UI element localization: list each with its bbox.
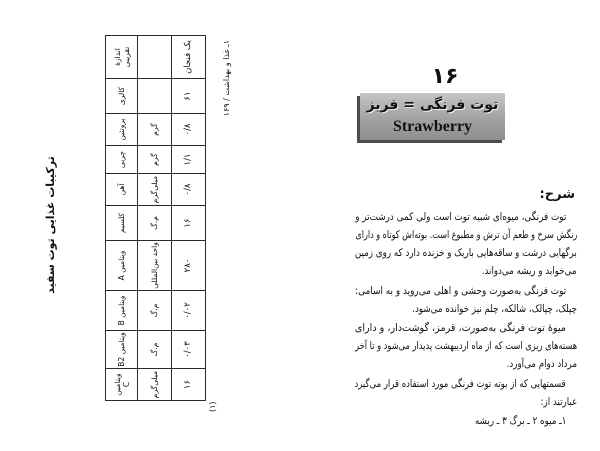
right-page bbox=[300, 0, 600, 451]
table-unit-row bbox=[138, 36, 172, 401]
body-text-line bbox=[355, 355, 577, 373]
body-text-line-content: مرداد دوام می‌آورد. bbox=[506, 358, 577, 370]
chapter-title-persian-text: توت فرنگی = فریز bbox=[366, 97, 499, 113]
value-vitamin-a: ۲۸۰ bbox=[172, 241, 206, 291]
body-text-line bbox=[355, 337, 577, 355]
unit-iron: میلی‌گرم bbox=[138, 174, 172, 206]
body-text-line-content: توت فرنگی، میوه‌ای شبیه توت است ولی کمی درشت‌تر و bbox=[354, 211, 566, 223]
body-text-line bbox=[355, 300, 577, 318]
table-value-row bbox=[172, 36, 206, 401]
table-title: ترکیبات غذایی توت سفید bbox=[44, 156, 57, 294]
value-vitamin-b2: ۰/۰۳ bbox=[172, 331, 206, 369]
body-text-line bbox=[355, 244, 577, 262]
value-fat: ۱/۱ bbox=[172, 146, 206, 174]
unit-vitamin-c: میلی‌گرم bbox=[138, 369, 172, 401]
unit-serving-size bbox=[138, 36, 172, 79]
header-vitamin-c: ویتامین C bbox=[106, 369, 138, 401]
footnote: ۱ـ غذا و بهداشت / ۱۶۹ bbox=[222, 40, 231, 117]
chapter-title-banner bbox=[360, 93, 505, 140]
header-vitamin-b: ویتامین B bbox=[106, 291, 138, 331]
unit-vitamin-a: واحد بین‌المللی bbox=[138, 241, 172, 291]
header-calcium: کلسیم bbox=[106, 206, 138, 241]
header-calories: کالری bbox=[106, 79, 138, 114]
body-text-line bbox=[355, 412, 577, 430]
body-text-line-content: هسته‌های ریزی است که از ماه اردیبهشت پدیدار می‌شود و تا آخر bbox=[354, 340, 577, 352]
body-text-line-content: میوهٔ توت فرنگی به‌صورت، قرمز، گوشت‌دار، و دارای bbox=[354, 322, 566, 334]
chapter-title-english bbox=[364, 117, 501, 137]
body-text-line-content: توت فرنگی به‌صورت وحشی و اهلی می‌روید و به اسامی: bbox=[354, 284, 566, 297]
body-text-line-content: برگهایی درشت و ساقه‌هایی باریک و خزنده دارد که روی زمین bbox=[355, 247, 577, 259]
section-heading: شرح: bbox=[539, 187, 575, 202]
value-serving-size: یک فنجان bbox=[172, 36, 206, 79]
rotated-table-page-content bbox=[30, 30, 240, 420]
table-source-marker: (۱) bbox=[208, 401, 217, 412]
unit-calcium: م.گ bbox=[138, 206, 172, 241]
body-text-line-content: قسمتهایی که از بوته توت فرنگی مورد استفاده قرار می‌گیرد bbox=[354, 377, 566, 390]
header-protein: پروتئین bbox=[106, 114, 138, 146]
header-vitamin-b2: ویتامین B2 bbox=[106, 331, 138, 369]
body-text-line bbox=[355, 226, 577, 244]
unit-protein: گرم bbox=[138, 114, 172, 146]
value-calories: ۶۱ bbox=[172, 79, 206, 114]
nutrition-table bbox=[105, 35, 206, 401]
unit-fat: گرم bbox=[138, 146, 172, 174]
body-text-line bbox=[355, 208, 577, 226]
value-iron: ۰/۸ bbox=[172, 174, 206, 206]
body-text-line bbox=[355, 262, 577, 280]
header-fat: چربی bbox=[106, 146, 138, 174]
chapter-title-persian bbox=[364, 96, 501, 115]
unit-calories bbox=[138, 79, 172, 114]
value-protein: ۰/۸ bbox=[172, 114, 206, 146]
table-header-row bbox=[106, 36, 138, 401]
body-text-line-content: می‌خوابد و ریشه می‌دواند. bbox=[482, 265, 577, 277]
value-vitamin-c: ۱۶ bbox=[172, 369, 206, 401]
unit-vitamin-b2: م.گ bbox=[138, 331, 172, 369]
body-text-line-content: رنگش سرخ و طعم آن ترش و مطبوع است. بوته‌اش کوتاه و دارای bbox=[355, 229, 577, 241]
unit-vitamin-b: م.گ bbox=[138, 291, 172, 331]
body-text-line-content: چپلک، چپالک، شالکه، چلم نیز خوانده می‌شود. bbox=[412, 302, 577, 315]
body-text-line-content: ۱ـ میوه ۲ ـ برگ ۳ ـ ریشه bbox=[474, 415, 566, 427]
body-text-line bbox=[355, 319, 577, 337]
header-vitamin-a: ویتامین A bbox=[106, 241, 138, 291]
body-text-line bbox=[355, 375, 577, 393]
value-calcium: ۱۶ bbox=[172, 206, 206, 241]
header-serving-size: اندازهٔ تقریبی bbox=[106, 36, 138, 79]
chapter-title-english-text: Strawberry bbox=[392, 118, 473, 135]
header-iron: آهن bbox=[106, 174, 138, 206]
body-text-line bbox=[355, 282, 577, 300]
body-text-line bbox=[355, 393, 577, 411]
body-text bbox=[355, 208, 577, 430]
chapter-number: ۱۶ bbox=[431, 64, 459, 89]
value-vitamin-b: ۰/۰۲ bbox=[172, 291, 206, 331]
body-text-line-content: عبارتند از: bbox=[540, 395, 577, 408]
